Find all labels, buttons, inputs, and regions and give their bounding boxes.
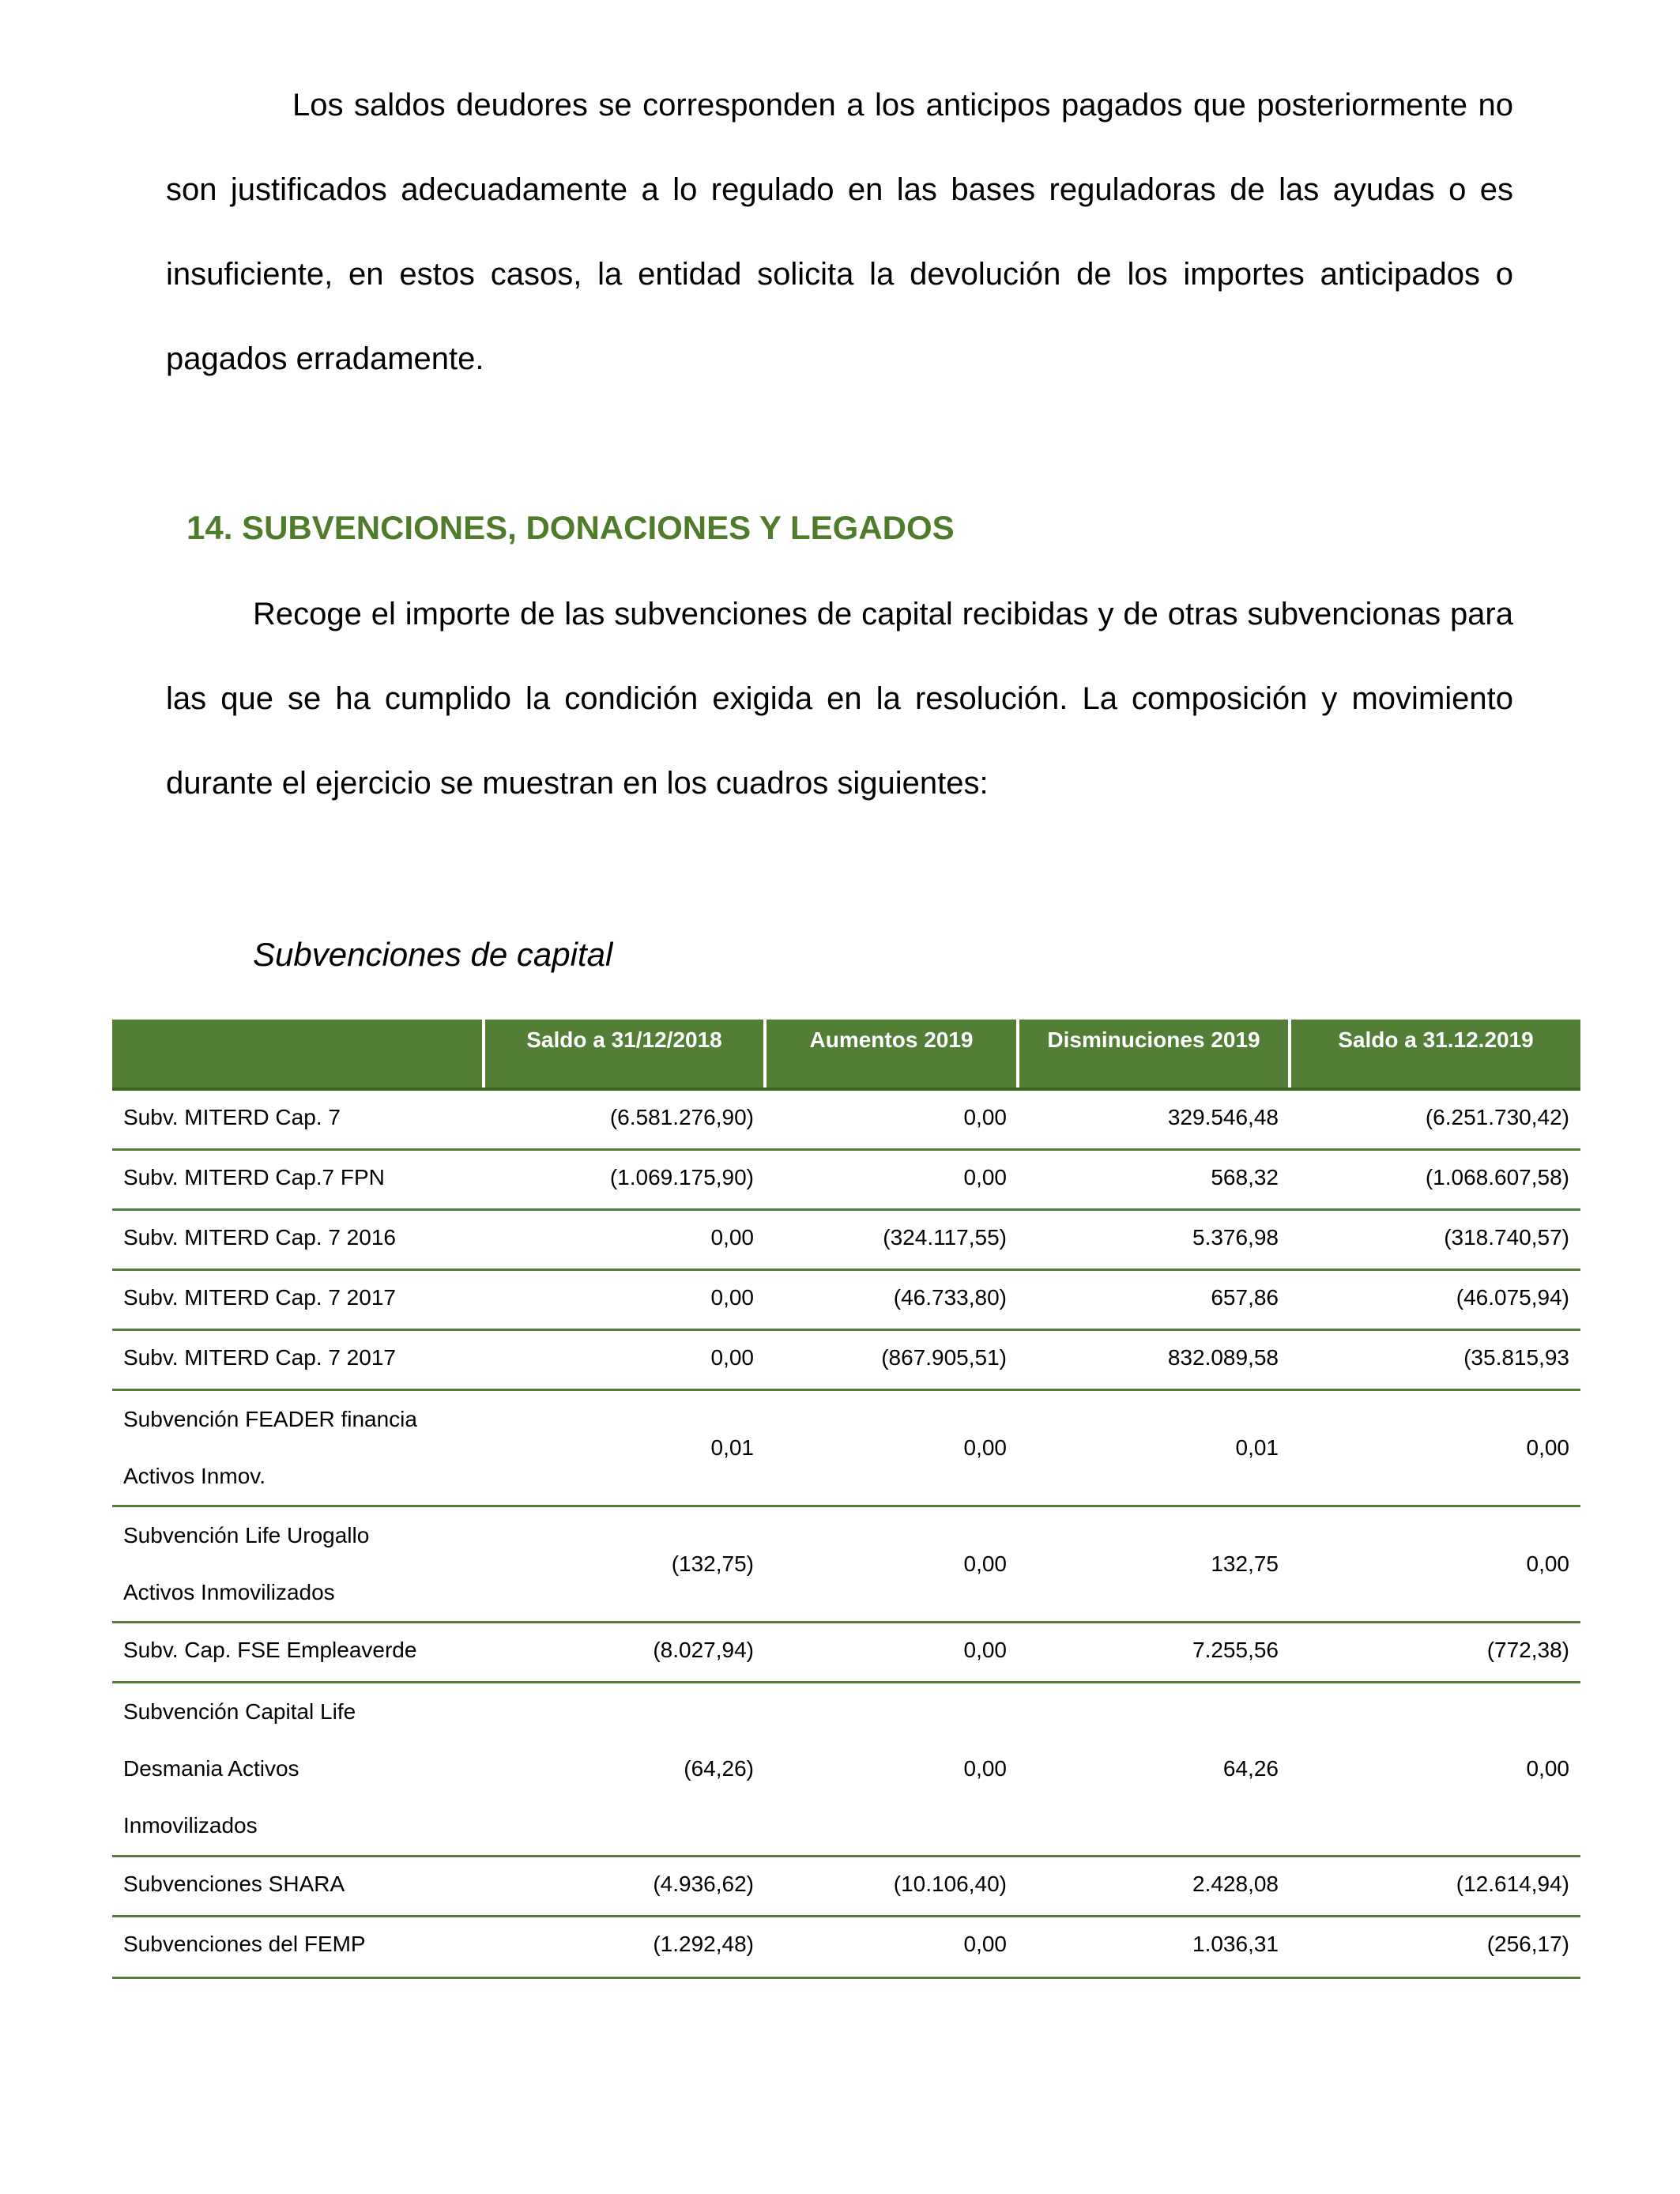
cell-v3: 2.428,08 [1018, 1856, 1290, 1916]
cell-v2: (10.106,40) [765, 1856, 1018, 1916]
row-label-line: Activos Inmov. [123, 1463, 266, 1488]
cell-v2: 0,00 [765, 1389, 1018, 1506]
cell-v2: (324.117,55) [765, 1209, 1018, 1269]
header-saldo-2019: Saldo a 31.12.2019 [1290, 1020, 1580, 1089]
table-row [112, 1506, 1580, 1622]
cell-v4: (35.815,93 [1290, 1329, 1580, 1389]
cell-v4: 0,00 [1290, 1389, 1580, 1506]
row-label: Subvenciones SHARA [112, 1856, 484, 1916]
row-label: Subv. MITERD Cap. 7 [112, 1089, 484, 1149]
cell-v4: (12.614,94) [1290, 1856, 1580, 1916]
table-row [112, 1682, 1580, 1856]
cell-v4: (256,17) [1290, 1916, 1580, 1977]
cell-v1: (8.027,94) [484, 1622, 765, 1682]
table-row [112, 1329, 1580, 1389]
table-row [112, 1916, 1580, 1977]
row-label: Subv. Cap. FSE Empleaverde [112, 1622, 484, 1682]
section-heading: 14. SUBVENCIONES, DONACIONES Y LEGADOS [186, 509, 955, 546]
cell-v3: 657,86 [1018, 1269, 1290, 1329]
cell-v2: (867.905,51) [765, 1329, 1018, 1389]
row-label-line: Desmania Activos [123, 1756, 299, 1781]
cell-v3: 64,26 [1018, 1682, 1290, 1856]
table-row [112, 1856, 1580, 1916]
cell-v1: (64,26) [484, 1682, 765, 1856]
table-row [112, 1622, 1580, 1682]
row-label: Subv. MITERD Cap. 7 2017 [112, 1269, 484, 1329]
cell-v1: (1.292,48) [484, 1916, 765, 1977]
cell-v1: 0,00 [484, 1329, 765, 1389]
cell-v3: 0,01 [1018, 1389, 1290, 1506]
cell-v4: (46.075,94) [1290, 1269, 1580, 1329]
cell-v3: 832.089,58 [1018, 1329, 1290, 1389]
cell-v4: (318.740,57) [1290, 1209, 1580, 1269]
row-label-line: Activos Inmovilizados [123, 1579, 335, 1604]
cell-v1: (1.069.175,90) [484, 1149, 765, 1209]
cell-v3: 1.036,31 [1018, 1916, 1290, 1977]
cell-v1: (6.581.276,90) [484, 1089, 765, 1149]
row-label [112, 1506, 484, 1622]
header-saldo-2018: Saldo a 31/12/2018 [484, 1020, 765, 1089]
cell-v3: 329.546,48 [1018, 1089, 1290, 1149]
cell-v2: 0,00 [765, 1682, 1018, 1856]
header-aumentos: Aumentos 2019 [765, 1020, 1018, 1089]
cell-v3: 568,32 [1018, 1149, 1290, 1209]
row-label [112, 1389, 484, 1506]
intro-paragraph-text: Los saldos deudores se corresponden a los anticipos pagados que posteriormente no son justificados adecuadamente a lo regulado en las bases reguladoras de las ayudas o es insuficiente, en estos casos, la entidad solicita la devolución de los importes anticipados o pagados erradamente. [166, 88, 1513, 376]
intro-paragraph [166, 63, 1513, 401]
description-paragraph-text: Recoge el importe de las subvenciones de capital recibidas y de otras subvencionas para las que se ha cumplido la condición exigida en la resolución. La composición y movimiento durante el ejercicio se muestran en los cuadros siguientes: [166, 597, 1513, 801]
cell-v1: 0,00 [484, 1209, 765, 1269]
cell-v4: 0,00 [1290, 1506, 1580, 1622]
table-row [112, 1149, 1580, 1209]
cell-v1: 0,01 [484, 1389, 765, 1506]
row-label: Subvenciones del FEMP [112, 1916, 484, 1977]
row-label-line: Subvención FEADER financia [123, 1406, 417, 1431]
table-row [112, 1209, 1580, 1269]
row-label [112, 1682, 484, 1856]
table-row [112, 1089, 1580, 1149]
header-blank [112, 1020, 484, 1089]
table-body [112, 1089, 1580, 1977]
cell-v1: (132,75) [484, 1506, 765, 1622]
cell-v2: 0,00 [765, 1149, 1018, 1209]
table-row [112, 1389, 1580, 1506]
row-label: Subv. MITERD Cap. 7 2017 [112, 1329, 484, 1389]
cell-v2: (46.733,80) [765, 1269, 1018, 1329]
row-label: Subv. MITERD Cap. 7 2016 [112, 1209, 484, 1269]
row-label: Subv. MITERD Cap.7 FPN [112, 1149, 484, 1209]
cell-v4: (1.068.607,58) [1290, 1149, 1580, 1209]
row-label-line: Subvención Life Urogallo [123, 1522, 370, 1547]
cell-v4: (6.251.730,42) [1290, 1089, 1580, 1149]
cell-v3: 5.376,98 [1018, 1209, 1290, 1269]
description-paragraph [166, 572, 1513, 826]
subvenciones-table [112, 1020, 1580, 1979]
table-header-row [112, 1020, 1580, 1089]
cell-v3: 132,75 [1018, 1506, 1290, 1622]
row-label-line: Subvención Capital Life [123, 1699, 356, 1724]
cell-v1: (4.936,62) [484, 1856, 765, 1916]
cell-v4: 0,00 [1290, 1682, 1580, 1856]
cell-v3: 7.255,56 [1018, 1622, 1290, 1682]
table-title: Subvenciones de capital [253, 936, 613, 973]
cell-v2: 0,00 [765, 1506, 1018, 1622]
row-label-line: Inmovilizados [123, 1813, 258, 1838]
cell-v2: 0,00 [765, 1089, 1018, 1149]
cell-v4: (772,38) [1290, 1622, 1580, 1682]
table-row [112, 1269, 1580, 1329]
cell-v1: 0,00 [484, 1269, 765, 1329]
header-disminuciones: Disminuciones 2019 [1018, 1020, 1290, 1089]
cell-v2: 0,00 [765, 1622, 1018, 1682]
cell-v2: 0,00 [765, 1916, 1018, 1977]
